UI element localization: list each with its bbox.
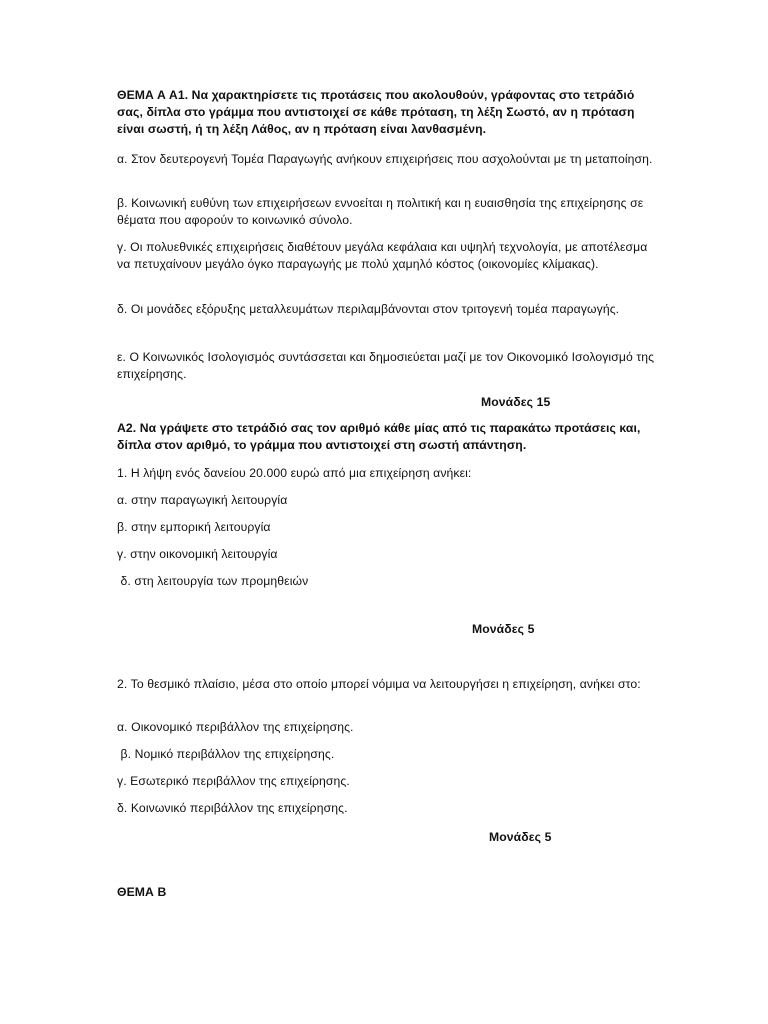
monades-q1: Μονάδες 5 — [472, 622, 535, 636]
q1-option-b: β. στην εμπορική λειτουργία — [117, 520, 271, 534]
statement-b: β. Κοινωνική ευθύνη των επιχειρήσεων εννοείται η πολιτική και η ευαισθησία της επιχείρησης σε θέματα που αφορούν το κοινωνικό σύνολο. — [117, 196, 644, 227]
q2-option-a: α. Οικονομικό περιβάλλον της επιχείρησης. — [117, 720, 354, 734]
q1-option-a: α. στην παραγωγική λειτουργία — [117, 493, 288, 507]
q2-option-d: δ. Κοινωνικό περιβάλλον της επιχείρησης. — [117, 801, 348, 815]
monades-q2: Μονάδες 5 — [489, 830, 552, 844]
monades-a1: Μονάδες 15 — [481, 395, 551, 409]
q1-option-c: γ. στην οικονομική λειτουργία — [117, 547, 278, 561]
q1-question: 1. Η λήψη ενός δανείου 20.000 ευρώ από μια επιχείρηση ανήκει: — [117, 466, 472, 480]
statement-e: ε. Ο Κοινωνικός Ισολογισμός συντάσσεται και δημοσιεύεται μαζί με τον Οικονομικό Ισολογισμό της επιχείρησης. — [117, 350, 655, 381]
q1-option-d: δ. στη λειτουργία των προμηθειών — [117, 574, 309, 588]
q2-option-b: β. Νομικό περιβάλλον της επιχείρησης. — [117, 747, 335, 761]
thema-b-title: ΘΕΜΑ Β — [117, 885, 167, 899]
q2-question: 2. Το θεσμικό πλαίσιο, μέσα στο οποίο μπορεί νόμιμα να λειτουργήσει η επιχείρηση, ανήκει στο: — [117, 677, 641, 691]
thema-a-intro: ΘΕΜΑ Α Α1. Να χαρακτηρίσετε τις προτάσεις που ακολουθούν, γράφοντας στο τετράδιό σας, δίπλα στο γράμμα που αντιστοιχεί σε κάθε πρόταση, τη λέξη Σωστό, αν η πρόταση είναι σωστή, ή τη λέξη Λάθος, αν η πρόταση είναι λανθασμένη. — [117, 88, 635, 136]
a2-intro: Α2. Να γράψετε στο τετράδιό σας τον αριθμό κάθε μίας από τις παρακάτω προτάσεις και, δίπλα στον αριθμό, το γράμμα που αντιστοιχεί στη σωστή απάντηση. — [117, 421, 641, 452]
statement-c: γ. Οι πολυεθνικές επιχειρήσεις διαθέτουν μεγάλα κεφάλαια και υψηλή τεχνολογία, με αποτέλεσμα να πετυχαίνουν μεγάλο όγκο παραγωγής με πολύ χαμηλό κόστος (οικονομίες κλίμακας). — [117, 240, 648, 271]
statement-d: δ. Οι μονάδες εξόρυξης μεταλλευμάτων περιλαμβάνονται στον τριτογενή τομέα παραγωγής. — [117, 302, 620, 316]
q2-option-c: γ. Εσωτερικό περιβάλλον της επιχείρησης. — [117, 774, 350, 788]
statement-a: α. Στον δευτερογενή Τομέα Παραγωγής ανήκουν επιχειρήσεις που ασχολούνται με τη μεταποίηση. — [117, 152, 653, 166]
